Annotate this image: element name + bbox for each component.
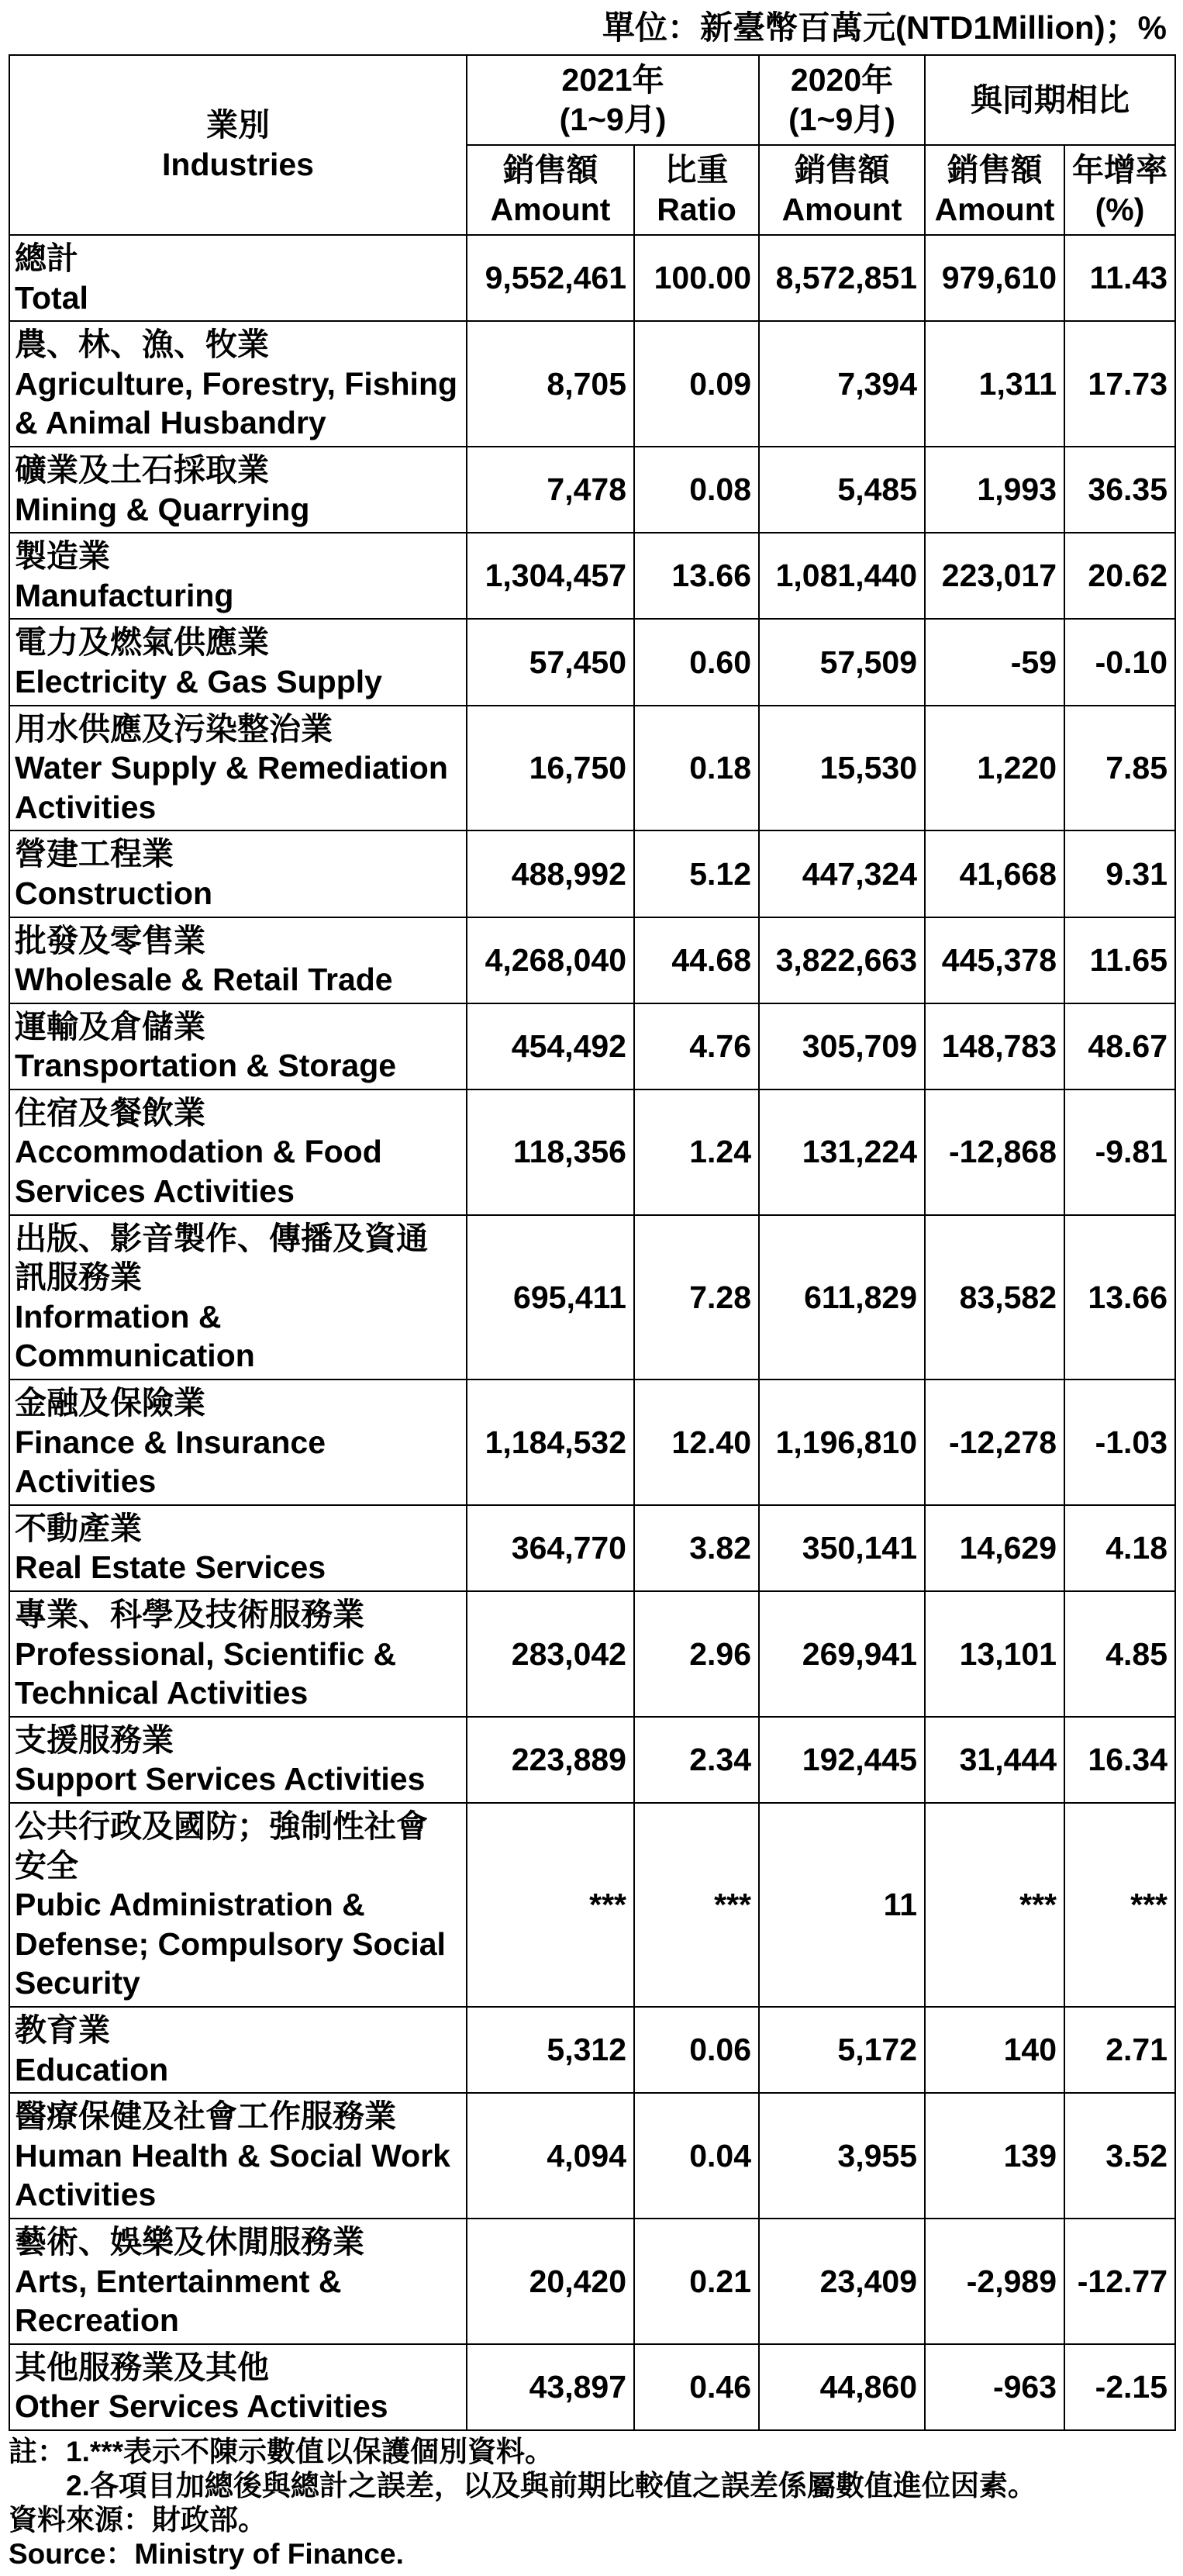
amount-2020-cell: 23,409 [759, 2219, 925, 2344]
industry-name-zh: 訊服務業 [15, 1259, 142, 1296]
table-row [9, 533, 1175, 619]
table-row [9, 830, 1175, 917]
ratio-2021-cell: 4.76 [634, 1003, 759, 1089]
growth-rate-cell: 9.31 [1064, 830, 1175, 917]
industry-name-zh: 醫療保健及社會工作服務業 [15, 2098, 396, 2135]
ratio-2021-cell: 5.12 [634, 830, 759, 917]
change-amount-cell: 83,582 [925, 1215, 1064, 1380]
ratio-2021-header [634, 145, 759, 235]
industry-name-en: Activities [15, 1463, 157, 1500]
change-amount-cell: -2,989 [925, 2219, 1064, 2344]
amount-2021-cell: 20,420 [467, 2219, 634, 2344]
industry-cell [9, 2344, 467, 2430]
year-2020-header [759, 55, 925, 145]
amount-2021-cell: *** [467, 1803, 634, 2007]
amount-2020-cell: 1,081,440 [759, 533, 925, 619]
amount-2021-cell: 43,897 [467, 2344, 634, 2430]
growth-rate-cell: 16.34 [1064, 1717, 1175, 1803]
growth-rate-cell: -12.77 [1064, 2219, 1175, 2344]
amount-label-en: Amount [934, 192, 1055, 227]
industry-name-en: Security [15, 1965, 140, 2001]
industry-header [9, 55, 467, 235]
amount-2021-cell: 8,705 [467, 321, 634, 447]
industry-name-en: Pubic Administration & [15, 1887, 365, 1923]
amount-2020-cell: 192,445 [759, 1717, 925, 1803]
industry-name-en: Total [15, 279, 88, 316]
amount-2021-cell: 223,889 [467, 1717, 634, 1803]
industry-name-zh: 專業、科學及技術服務業 [15, 1597, 364, 1632]
industry-name-zh: 藝術、娛樂及休閒服務業 [15, 2223, 364, 2260]
industry-name-en: Defense; Compulsory Social [15, 1925, 446, 1962]
amount-label-en: Amount [490, 192, 611, 227]
ratio-2021-cell: 44.68 [634, 917, 759, 1003]
industry-cell [9, 1003, 467, 1089]
change-amount-cell: 139 [925, 2093, 1064, 2219]
industry-name-en: Electricity & Gas Supply [15, 663, 382, 699]
amount-2020-cell: 5,172 [759, 2007, 925, 2093]
industry-name-en: Finance & Insurance [15, 1424, 326, 1460]
table-row [9, 1803, 1175, 2007]
amount-2021-header [467, 145, 634, 235]
growth-rate-cell: -2.15 [1064, 2344, 1175, 2430]
industry-name-zh: 礦業及土石採取業 [15, 451, 269, 488]
amount-2021-cell: 7,478 [467, 447, 634, 533]
ratio-2021-cell: 0.08 [634, 447, 759, 533]
growth-rate-cell: 11.65 [1064, 917, 1175, 1003]
amount-2021-cell: 4,094 [467, 2093, 634, 2219]
amount-label-en: Amount [781, 192, 902, 227]
amount-2020-cell: 131,224 [759, 1089, 925, 1215]
ratio-2021-cell: 1.24 [634, 1089, 759, 1215]
ratio-2021-cell: 0.46 [634, 2344, 759, 2430]
table-row [9, 235, 1175, 321]
industry-name-zh: 總計 [15, 240, 78, 276]
growth-rate-cell: 4.85 [1064, 1591, 1175, 1717]
industry-name-en: Manufacturing [15, 577, 234, 613]
amount-2020-cell: 611,829 [759, 1215, 925, 1380]
growth-rate-cell: 20.62 [1064, 533, 1175, 619]
amount-label-zh: 銷售額 [947, 152, 1043, 188]
industry-cell [9, 830, 467, 917]
ratio-2021-cell: *** [634, 1803, 759, 2007]
industry-cell [9, 2007, 467, 2093]
amount-2020-cell: 3,955 [759, 2093, 925, 2219]
header-row-years [9, 55, 1175, 145]
industry-name-zh: 其他服務業及其他 [15, 2349, 269, 2385]
growth-rate-cell: 4.18 [1064, 1505, 1175, 1591]
amount-2021-cell: 695,411 [467, 1215, 634, 1380]
ratio-label-en: Ratio [657, 192, 736, 227]
change-amount-cell: -12,868 [925, 1089, 1064, 1215]
industry-name-en: Education [15, 2051, 169, 2087]
industry-name-zh: 公共行政及國防；強制性社會 [15, 1808, 428, 1844]
growth-rate-cell: 3.52 [1064, 2093, 1175, 2219]
growth-rate-cell: 48.67 [1064, 1003, 1175, 1089]
change-amount-cell: 979,610 [925, 235, 1064, 321]
sales-table [9, 54, 1176, 2431]
note-block [9, 2435, 1036, 2503]
industry-name-en: Accommodation & Food [15, 1134, 382, 1170]
ratio-2021-cell: 0.60 [634, 619, 759, 705]
table-row [9, 1003, 1175, 1089]
table-row [9, 1717, 1175, 1803]
growth-rate-cell: -1.03 [1064, 1380, 1175, 1505]
industry-cell [9, 1803, 467, 2007]
industry-name-zh: 批發及零售業 [15, 922, 205, 958]
table-row [9, 1215, 1175, 1380]
year-2021-label: 2021年 [561, 62, 664, 98]
note-item: 2.各項目加總後與總計之誤差，以及與前期比較值之誤差係屬數值進位因素。 [66, 2470, 1036, 2502]
change-amount-cell: 41,668 [925, 830, 1064, 917]
change-amount-cell: 445,378 [925, 917, 1064, 1003]
growth-label-en: (%) [1095, 192, 1145, 227]
change-amount-cell: -59 [925, 619, 1064, 705]
ratio-2021-cell: 2.96 [634, 1591, 759, 1717]
ratio-2021-cell: 100.00 [634, 235, 759, 321]
industry-name-en: Other Services Activities [15, 2388, 388, 2425]
table-row [9, 706, 1175, 831]
industry-name-zh: 金融及保險業 [15, 1385, 205, 1421]
industry-name-en: Recreation [15, 2302, 179, 2339]
industry-name-zh: 安全 [15, 1847, 78, 1884]
industry-name-en: Technical Activities [15, 1675, 309, 1711]
amount-2021-cell: 1,184,532 [467, 1380, 634, 1505]
growth-label-zh: 年增率 [1072, 152, 1168, 188]
footnotes [9, 2435, 1036, 2571]
change-amount-cell: 1,993 [925, 447, 1064, 533]
industry-name-zh: 製造業 [15, 538, 110, 575]
table-row [9, 2344, 1175, 2430]
table-row [9, 2093, 1175, 2219]
table-row [9, 1591, 1175, 1717]
growth-rate-cell: 11.43 [1064, 235, 1175, 321]
change-amount-cell: 223,017 [925, 533, 1064, 619]
growth-rate-cell: -0.10 [1064, 619, 1175, 705]
industry-cell [9, 917, 467, 1003]
amount-2020-cell: 44,860 [759, 2344, 925, 2430]
amount-2020-cell: 350,141 [759, 1505, 925, 1591]
table-header [9, 55, 1175, 235]
table-row [9, 917, 1175, 1003]
table-row [9, 2007, 1175, 2093]
amount-2021-cell: 57,450 [467, 619, 634, 705]
ratio-2021-cell: 0.06 [634, 2007, 759, 2093]
industry-name-zh: 出版、影音製作、傳播及資通 [15, 1220, 428, 1256]
ratio-2021-cell: 13.66 [634, 533, 759, 619]
period-2021-label: (1~9月) [559, 102, 667, 137]
industry-cell [9, 2219, 467, 2344]
comparison-header [925, 55, 1175, 145]
growth-rate-cell: 2.71 [1064, 2007, 1175, 2093]
comparison-label: 與同期相比 [971, 81, 1130, 118]
change-amount-header [925, 145, 1064, 235]
industry-name-en: Communication [15, 1338, 255, 1374]
year-2021-header [467, 55, 759, 145]
industry-name-en: Information & [15, 1298, 222, 1335]
period-2020-label: (1~9月) [788, 102, 895, 137]
table-row [9, 2219, 1175, 2344]
ratio-2021-cell: 2.34 [634, 1717, 759, 1803]
amount-label-zh: 銷售額 [502, 152, 598, 188]
industry-name-en: Mining & Quarrying [15, 491, 310, 527]
year-2020-label: 2020年 [790, 62, 894, 98]
change-amount-cell: *** [925, 1803, 1064, 2007]
industry-name-zh: 支援服務業 [15, 1721, 174, 1758]
amount-2020-cell: 269,941 [759, 1591, 925, 1717]
amount-2020-cell: 3,822,663 [759, 917, 925, 1003]
industry-name-zh: 教育業 [15, 2011, 110, 2048]
change-amount-cell: 13,101 [925, 1591, 1064, 1717]
note-items [66, 2435, 1036, 2503]
growth-rate-cell: 17.73 [1064, 321, 1175, 447]
growth-rate-cell: *** [1064, 1803, 1175, 2007]
amount-2021-cell: 283,042 [467, 1591, 634, 1717]
amount-2020-cell: 5,485 [759, 447, 925, 533]
amount-2021-cell: 4,268,040 [467, 917, 634, 1003]
amount-2020-cell: 57,509 [759, 619, 925, 705]
growth-rate-cell: 7.85 [1064, 706, 1175, 831]
amount-2021-cell: 1,304,457 [467, 533, 634, 619]
amount-2021-cell: 118,356 [467, 1089, 634, 1215]
industry-name-zh: 農、林、漁、牧業 [15, 326, 269, 363]
industry-cell [9, 1591, 467, 1717]
industry-cell [9, 1215, 467, 1380]
table-row [9, 619, 1175, 705]
industry-name-en: Professional, Scientific & [15, 1635, 397, 1672]
note-label: 註： [9, 2436, 66, 2467]
industry-name-en: Human Health & Social Work [15, 2137, 450, 2174]
industry-header-zh: 業別 [206, 107, 270, 143]
source-en: Source：Ministry of Finance. [9, 2538, 404, 2570]
industry-cell [9, 706, 467, 831]
change-amount-cell: -963 [925, 2344, 1064, 2430]
ratio-label-zh: 比重 [664, 152, 729, 188]
table-row [9, 321, 1175, 447]
change-amount-cell: -12,278 [925, 1380, 1064, 1505]
industry-cell [9, 1089, 467, 1215]
ratio-2021-cell: 0.21 [634, 2219, 759, 2344]
amount-2020-cell: 11 [759, 1803, 925, 2007]
ratio-2021-cell: 0.09 [634, 321, 759, 447]
table-row [9, 1380, 1175, 1505]
growth-rate-cell: 13.66 [1064, 1215, 1175, 1380]
note-item: 1.***表示不陳示數值以保護個別資料。 [66, 2436, 554, 2467]
amount-2021-cell: 5,312 [467, 2007, 634, 2093]
industry-name-en: Water Supply & Remediation [15, 750, 448, 786]
amount-2020-cell: 8,572,851 [759, 235, 925, 321]
growth-rate-cell: 36.35 [1064, 447, 1175, 533]
industry-name-en: Wholesale & Retail Trade [15, 962, 393, 998]
amount-2021-cell: 454,492 [467, 1003, 634, 1089]
table-body [9, 235, 1175, 2430]
industry-name-zh: 住宿及餐飲業 [15, 1094, 205, 1131]
table-row [9, 1505, 1175, 1591]
ratio-2021-cell: 7.28 [634, 1215, 759, 1380]
amount-2020-cell: 1,196,810 [759, 1380, 925, 1505]
industry-name-en: & Animal Husbandry [15, 405, 326, 441]
industry-cell [9, 321, 467, 447]
change-amount-cell: 31,444 [925, 1717, 1064, 1803]
industry-name-en: Real Estate Services [15, 1549, 326, 1586]
change-amount-cell: 1,311 [925, 321, 1064, 447]
amount-2021-cell: 9,552,461 [467, 235, 634, 321]
industry-cell [9, 235, 467, 321]
amount-2021-cell: 488,992 [467, 830, 634, 917]
ratio-2021-cell: 12.40 [634, 1380, 759, 1505]
industry-cell [9, 1717, 467, 1803]
industry-cell [9, 1505, 467, 1591]
industry-cell [9, 619, 467, 705]
industry-name-zh: 用水供應及污染整治業 [15, 710, 333, 747]
industry-name-en: Transportation & Storage [15, 1048, 397, 1084]
industry-name-en: Construction [15, 875, 213, 911]
amount-2021-cell: 16,750 [467, 706, 634, 831]
industry-cell [9, 533, 467, 619]
change-amount-cell: 1,220 [925, 706, 1064, 831]
growth-rate-header [1064, 145, 1175, 235]
change-amount-cell: 140 [925, 2007, 1064, 2093]
industry-name-zh: 運輸及倉儲業 [15, 1008, 205, 1045]
industry-cell [9, 2093, 467, 2219]
ratio-2021-cell: 3.82 [634, 1505, 759, 1591]
growth-rate-cell: -9.81 [1064, 1089, 1175, 1215]
amount-2020-header [759, 145, 925, 235]
amount-label-zh: 銷售額 [794, 152, 890, 188]
change-amount-cell: 148,783 [925, 1003, 1064, 1089]
industry-name-en: Support Services Activities [15, 1761, 426, 1797]
source-zh: 資料來源：財政部。 [9, 2504, 267, 2536]
ratio-2021-cell: 0.18 [634, 706, 759, 831]
unit-label: 單位：新臺幣百萬元(NTD1Million)；% [602, 9, 1167, 46]
industry-header-en: Industries [162, 147, 314, 182]
industry-name-en: Agriculture, Forestry, Fishing [15, 365, 458, 402]
change-amount-cell: 14,629 [925, 1505, 1064, 1591]
amount-2020-cell: 305,709 [759, 1003, 925, 1089]
industry-name-zh: 電力及燃氣供應業 [15, 624, 269, 661]
industry-name-en: Services Activities [15, 1173, 295, 1210]
industry-name-en: Activities [15, 2177, 157, 2213]
industry-cell [9, 447, 467, 533]
amount-2020-cell: 7,394 [759, 321, 925, 447]
amount-2020-cell: 447,324 [759, 830, 925, 917]
industry-name-en: Arts, Entertainment & [15, 2263, 342, 2299]
industry-name-en: Activities [15, 789, 157, 825]
table-row [9, 447, 1175, 533]
industry-cell [9, 1380, 467, 1505]
industry-name-zh: 營建工程業 [15, 836, 174, 872]
ratio-2021-cell: 0.04 [634, 2093, 759, 2219]
industry-name-zh: 不動產業 [15, 1510, 142, 1546]
amount-2020-cell: 15,530 [759, 706, 925, 831]
table-row [9, 1089, 1175, 1215]
amount-2021-cell: 364,770 [467, 1505, 634, 1591]
